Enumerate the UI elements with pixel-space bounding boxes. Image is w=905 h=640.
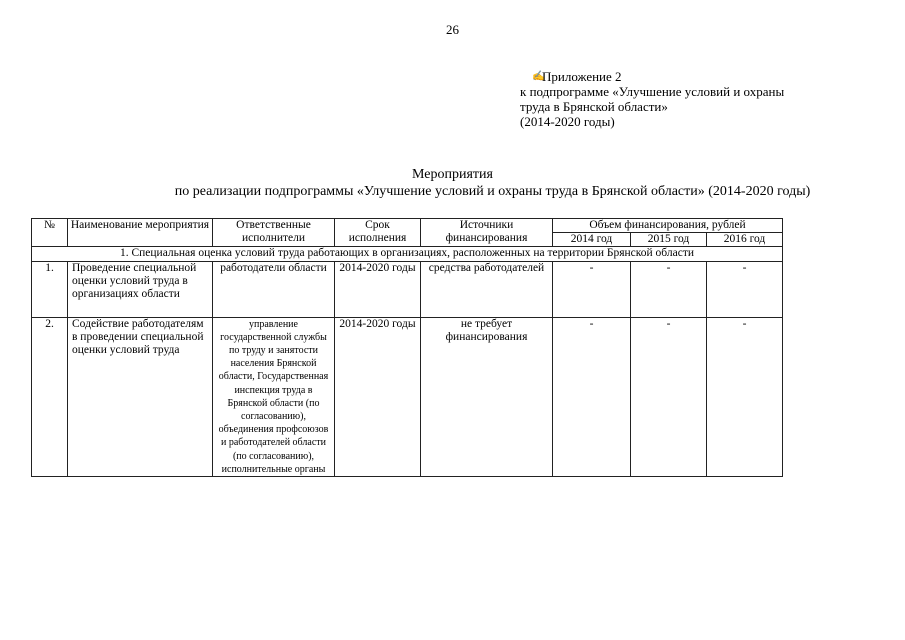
cell-term: 2014-2020 годы bbox=[335, 317, 421, 476]
header-sources: Источники финансирования bbox=[421, 219, 553, 247]
measures-table bbox=[31, 218, 783, 477]
header-name: Наименование мероприятия bbox=[68, 219, 213, 247]
cell-sources: не требует финансирования bbox=[421, 317, 553, 476]
appendix-line: к подпрограмме «Улучшение условий и охраны bbox=[520, 84, 785, 99]
header-executors: Ответственные исполнители bbox=[213, 219, 335, 247]
cell-2016: - bbox=[707, 317, 783, 476]
header-2015: 2015 год bbox=[631, 233, 707, 247]
appendix-block bbox=[520, 69, 784, 129]
section-row bbox=[32, 247, 783, 261]
header-2014: 2014 год bbox=[553, 233, 631, 247]
cell-num: 1. bbox=[32, 261, 68, 317]
cell-term: 2014-2020 годы bbox=[335, 261, 421, 317]
appendix-line: труда в Брянской области» bbox=[520, 99, 668, 114]
cell-executors: работодатели области bbox=[213, 261, 335, 317]
cell-name: Проведение специальной оценки условий труда в организациях области bbox=[68, 261, 213, 317]
header-2016: 2016 год bbox=[707, 233, 783, 247]
cell-sources: средства работодателей bbox=[421, 261, 553, 317]
document-heading bbox=[0, 166, 905, 200]
cell-name: Содействие работодателям в проведении специальной оценки условий труда bbox=[68, 317, 213, 476]
heading-subtitle: по реализации подпрограммы «Улучшение условий и охраны труда в Брянской области» (2014-2020 годы) bbox=[174, 184, 811, 199]
cell-2014: - bbox=[553, 317, 631, 476]
page-number: 26 bbox=[446, 22, 459, 37]
table-header-row bbox=[32, 219, 783, 233]
header-funding: Объем финансирования, рублей bbox=[553, 219, 783, 233]
table-row bbox=[32, 317, 783, 476]
cell-executors: управление государственной службы по труду и занятости населения Брянской области, Государственная инспекция труда в Брянской области (по согласованию), объединения профсоюзов и работодателей области (по согласованию), исполнительные органы bbox=[213, 317, 335, 476]
header-num: № bbox=[32, 219, 68, 247]
signature-mark-icon: ✍ bbox=[532, 71, 545, 82]
heading-title: Мероприятия bbox=[412, 167, 493, 182]
header-term: Срок исполнения bbox=[335, 219, 421, 247]
appendix-line: (2014-2020 годы) bbox=[520, 114, 615, 129]
cell-2015: - bbox=[631, 261, 707, 317]
cell-2015: - bbox=[631, 317, 707, 476]
cell-2014: - bbox=[553, 261, 631, 317]
appendix-title: Приложение 2 bbox=[542, 69, 622, 84]
table-row bbox=[32, 261, 783, 317]
cell-2016: - bbox=[707, 261, 783, 317]
cell-num: 2. bbox=[32, 317, 68, 476]
section-title: 1. Специальная оценка условий труда работающих в организациях, расположенных на территории Брянской области bbox=[32, 247, 783, 261]
